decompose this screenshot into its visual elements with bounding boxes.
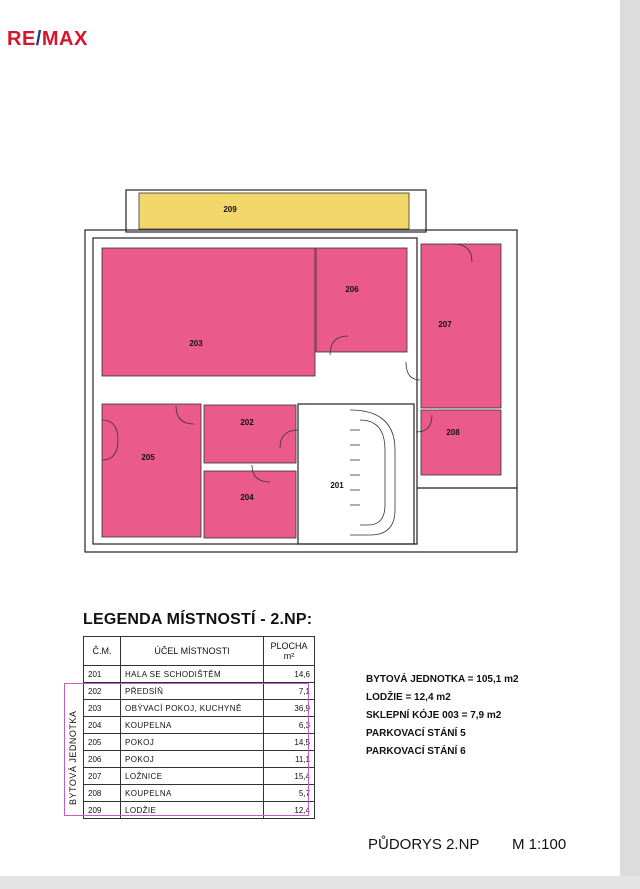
- table-row: [84, 700, 315, 717]
- room-207: [421, 244, 501, 408]
- table-row: [84, 751, 315, 768]
- room-205: [102, 404, 201, 537]
- summary-parking-5: PARKOVACÍ STÁNÍ 5: [366, 728, 466, 739]
- label-room-206: 206: [345, 285, 359, 294]
- rooms-group: [102, 244, 501, 538]
- row-area: 14,6: [264, 666, 315, 683]
- room-206: [316, 248, 407, 352]
- room-203: [102, 248, 315, 376]
- table-row: [84, 802, 315, 819]
- row-area: 12,4: [264, 802, 315, 819]
- legend-header-row: [84, 637, 315, 666]
- room-204: [204, 471, 296, 538]
- row-area: 5,7: [264, 785, 315, 802]
- label-room-207: 207: [438, 320, 452, 329]
- label-room-205: 205: [141, 453, 155, 462]
- table-row: [84, 717, 315, 734]
- row-number: 209: [84, 802, 121, 819]
- table-row: [84, 666, 315, 683]
- label-room-203: 203: [189, 339, 203, 348]
- room-209-loggia: [139, 193, 409, 229]
- row-use: LODŽIE: [121, 802, 264, 819]
- logo-slash: /: [35, 28, 42, 50]
- row-use: HALA SE SCHODIŠTĚM: [121, 666, 264, 683]
- header-area: [264, 637, 315, 666]
- row-area: 6,3: [264, 717, 315, 734]
- table-row: [84, 734, 315, 751]
- logo-text-re: RE: [7, 28, 36, 50]
- row-use: KOUPELNA: [121, 717, 264, 734]
- summary-unit-area: BYTOVÁ JEDNOTKA = 105,1 m2: [366, 674, 519, 685]
- row-number: 201: [84, 666, 121, 683]
- room-208: [421, 410, 501, 475]
- header-area-line1: PLOCHA: [270, 641, 308, 651]
- row-number: 202: [84, 683, 121, 700]
- summary-parking-6: PARKOVACÍ STÁNÍ 6: [366, 746, 466, 757]
- scale-label: M 1:100: [512, 836, 567, 853]
- row-number: 207: [84, 768, 121, 785]
- summary-cellar-area: SKLEPNÍ KÓJE 003 = 7,9 m2: [366, 710, 502, 721]
- header-area-unit: m²: [283, 651, 295, 661]
- row-number: 206: [84, 751, 121, 768]
- legend-table: [83, 636, 315, 819]
- row-use: POKOJ: [121, 751, 264, 768]
- table-row: [84, 683, 315, 700]
- header-use: ÚČEL MÍSTNOSTI: [121, 637, 264, 666]
- row-use: PŘEDSÍŇ: [121, 683, 264, 700]
- row-use: LOŽNICE: [121, 768, 264, 785]
- summary-loggia-area: LODŽIE = 12,4 m2: [366, 692, 451, 703]
- label-room-208: 208: [446, 428, 460, 437]
- row-area: 15,4: [264, 768, 315, 785]
- row-area: 14,5: [264, 734, 315, 751]
- logo-text-max: MAX: [41, 28, 88, 50]
- row-area: 36,9: [264, 700, 315, 717]
- row-number: 203: [84, 700, 121, 717]
- row-number: 204: [84, 717, 121, 734]
- table-row: [84, 768, 315, 785]
- row-use: KOUPELNA: [121, 785, 264, 802]
- label-room-209: 209: [223, 205, 237, 214]
- label-room-202: 202: [240, 418, 254, 427]
- row-number: 205: [84, 734, 121, 751]
- row-use: OBÝVACÍ POKOJ, KUCHYNĚ: [121, 700, 264, 717]
- row-area: 7,1: [264, 683, 315, 700]
- row-number: 208: [84, 785, 121, 802]
- floor-plan-title: PŮDORYS 2.NP: [368, 836, 480, 853]
- unit-group-label: BYTOVÁ JEDNOTKA: [68, 710, 78, 805]
- label-room-201: 201: [330, 481, 344, 490]
- table-row: [84, 785, 315, 802]
- label-room-204: 204: [240, 493, 254, 502]
- row-use: POKOJ: [121, 734, 264, 751]
- header-number: Č.M.: [84, 637, 121, 666]
- room-202: [204, 405, 296, 463]
- row-area: 11,1: [264, 751, 315, 768]
- staircase: [350, 410, 395, 535]
- legend-title: LEGENDA MÍSTNOSTÍ - 2.NP:: [83, 611, 313, 628]
